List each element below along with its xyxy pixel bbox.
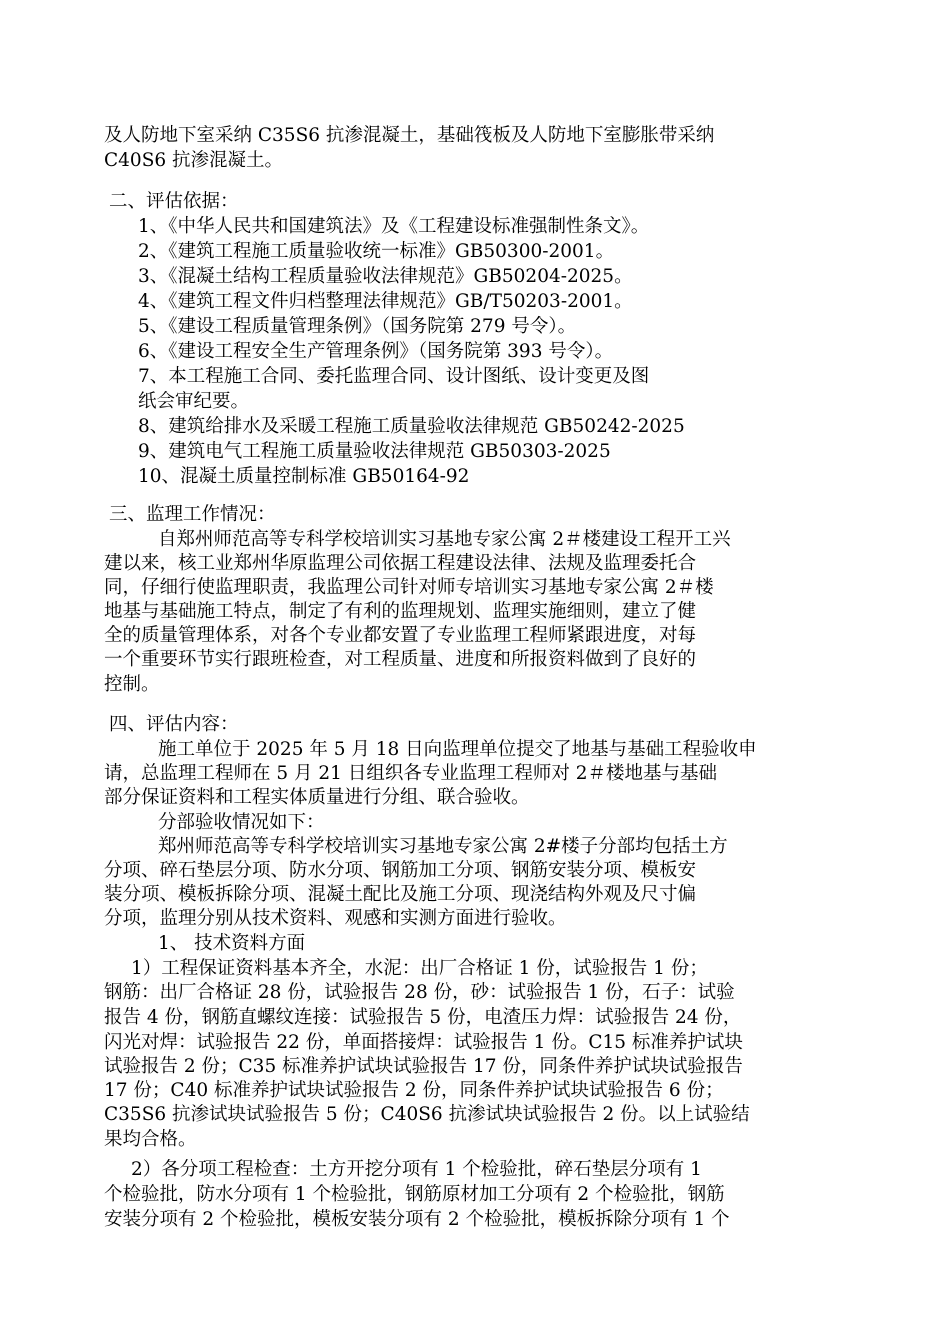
list-item: 5、《建设工程质量管理条例》（国务院第 279 号令）。: [138, 316, 577, 337]
list-item: 8、建筑给排水及采暖工程施工质量验收法律规范 GB50242-2025: [138, 416, 685, 437]
section-heading: 四、评估内容：: [109, 714, 239, 735]
paragraph-line: 安装分项有 2 个检验批，模板安装分项有 2 个检验批，模板拆除分项有 1 个: [104, 1209, 730, 1230]
paragraph-line: 全的质量管理体系，对各个专业都安置了专业监理工程师紧跟进度，对每: [104, 625, 697, 646]
paragraph-line: 请，总监理工程师在 5 月 21 日组织各专业监理工程师对 2＃楼地基与基础: [104, 763, 717, 784]
paragraph-line: 郑州师范高等专科学校培训实习基地专家公寓 2#楼子分部均包括土方: [158, 836, 728, 857]
paragraph-line: 施工单位于 2025 年 5 月 18 日向监理单位提交了地基与基础工程验收申: [158, 739, 757, 760]
list-item: 2、《建筑工程施工质量验收统一标准》GB50300-2001。: [138, 241, 615, 262]
paragraph-line: 17 份；C40 标准养护试块试验报告 2 份，同条件养护试块试验报告 6 份；: [104, 1080, 724, 1101]
paragraph-line: 分项，监理分别从技术资料、观感和实测方面进行验收。: [104, 908, 567, 929]
section-heading: 三、监理工作情况：: [109, 504, 276, 525]
paragraph-line: 果均合格。: [104, 1129, 197, 1150]
list-item: 6、《建设工程安全生产管理条例》（国务院第 393 号令）。: [138, 341, 614, 362]
paragraph-line: 部分保证资料和工程实体质量进行分组、联合验收。: [104, 787, 530, 808]
paragraph-line: 报告 4 份，钢筋直螺纹连接：试验报告 5 份，电渣压力焊：试验报告 24 份，: [104, 1007, 742, 1028]
list-item: 4、《建筑工程文件归档整理法律规范》GB/T50203-2001。: [138, 291, 633, 312]
paragraph-line: 1）工程保证资料基本齐全，水泥：出厂合格证 1 份，试验报告 1 份；: [131, 958, 708, 979]
paragraph-line: 同，仔细行使监理职责，我监理公司针对师专培训实习基地专家公寓 2＃楼: [104, 577, 714, 598]
paragraph-line: 地基与基础施工特点，制定了有利的监理规划、监理实施细则，建立了健: [104, 601, 697, 622]
paragraph-line: 2）各分项工程检查：土方开挖分项有 1 个检验批，碎石垫层分项有 1: [131, 1159, 702, 1180]
section-heading: 二、评估依据：: [109, 191, 239, 212]
list-item: 纸会审纪要。: [138, 391, 250, 412]
paragraph-line: 自郑州师范高等专科学校培训实习基地专家公寓 2＃楼建设工程开工兴: [158, 529, 731, 550]
paragraph-line: 钢筋：出厂合格证 28 份，试验报告 28 份，砂：试验报告 1 份，石子：试验: [104, 982, 735, 1003]
paragraph-line: C35S6 抗渗试块试验报告 5 份；C40S6 抗渗试块试验报告 2 份。以上试验结: [104, 1104, 750, 1125]
item-heading: 1、 技术资料方面: [158, 933, 306, 954]
intro-line: 及人防地下室采纳 C35S6 抗渗混凝土，基础筏板及人防地下室膨胀带采纳: [104, 125, 715, 146]
paragraph-line: 控制。: [104, 674, 160, 695]
paragraph-line: 试验报告 2 份；C35 标准养护试块试验报告 17 份，同条件养护试块试验报告: [104, 1056, 743, 1077]
paragraph-line: 分项、碎石垫层分项、防水分项、钢筋加工分项、钢筋安装分项、模板安: [104, 860, 697, 881]
paragraph-line: 一个重要环节实行跟班检查，对工程质量、进度和所报资料做到了良好的: [104, 649, 697, 670]
sub-heading: 分部验收情况如下：: [158, 812, 325, 833]
paragraph-line: 个检验批，防水分项有 1 个检验批，钢筋原材加工分项有 2 个检验批，钢筋: [104, 1184, 725, 1205]
list-item: 9、建筑电气工程施工质量验收法律规范 GB50303-2025: [138, 441, 611, 462]
list-item: 10、混凝土质量控制标准 GB50164-92: [138, 466, 470, 487]
intro-line: C40S6 抗渗混凝土。: [104, 150, 284, 171]
paragraph-line: 装分项、模板拆除分项、混凝土配比及施工分项、现浇结构外观及尺寸偏: [104, 884, 697, 905]
paragraph-line: 闪光对焊：试验报告 22 份，单面搭接焊：试验报告 1 份。C15 标准养护试块: [104, 1032, 743, 1053]
list-item: 3、《混凝土结构工程质量验收法律规范》GB50204-2025。: [138, 266, 633, 287]
list-item: 1、《中华人民共和国建筑法》及《工程建设标准强制性条文》。: [138, 216, 650, 237]
list-item: 7、本工程施工合同、委托监理合同、设计图纸、设计变更及图: [138, 366, 650, 387]
paragraph-line: 建以来，核工业郑州华原监理公司依据工程建设法律、法规及监理委托合: [104, 553, 697, 574]
